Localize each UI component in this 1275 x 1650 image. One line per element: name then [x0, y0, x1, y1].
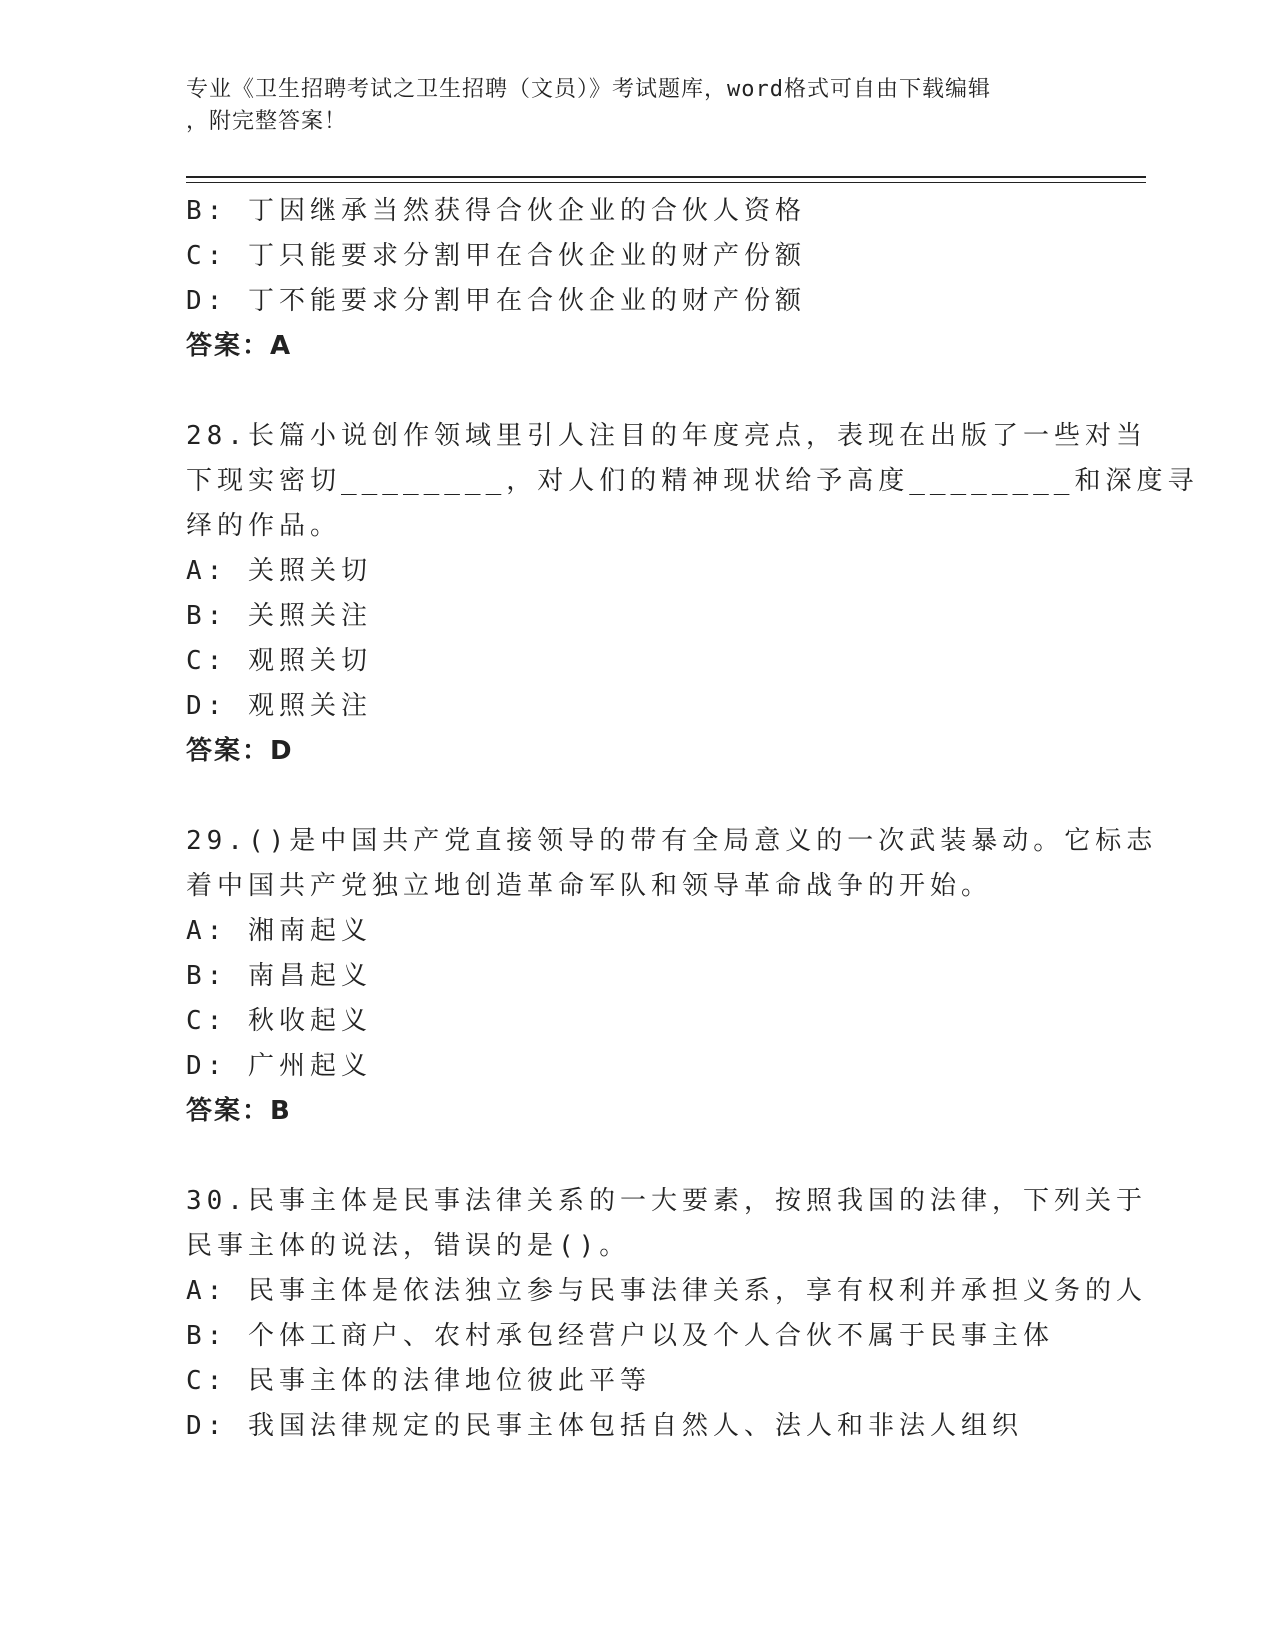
answer: 答案：A: [186, 331, 293, 361]
option-a: A: 湘南起义: [186, 916, 372, 946]
option-c: C: 民事主体的法律地位彼此平等: [186, 1366, 651, 1396]
option-b: B: 南昌起义: [186, 961, 372, 991]
header-line-1: 专业《卫生招聘考试之卫生招聘（文员）》考试题库，word格式可自由下载编辑: [186, 77, 991, 102]
question-text-line: 下现实密切________，对人们的精神现状给予高度________和深度寻: [186, 466, 1199, 496]
question-27: [186, 189, 1086, 369]
question-text-line: 28.长篇小说创作领域里引人注目的年度亮点，表现在出版了一些对当: [186, 421, 1147, 451]
option-c: C: 观照关切: [186, 646, 372, 676]
option-b: B: 关照关注: [186, 601, 372, 631]
question-text-line: 30.民事主体是民事法律关系的一大要素，按照我国的法律，下列关于: [186, 1186, 1147, 1216]
option-d: D: 广州起义: [186, 1051, 372, 1081]
option-a: A: 关照关切: [186, 556, 372, 586]
option-b: B: 丁因继承当然获得合伙企业的合伙人资格: [186, 196, 806, 226]
question-29: [186, 819, 1158, 1134]
question-text-line: 着中国共产党独立地创造革命军队和领导革命战争的开始。: [186, 871, 993, 901]
header-rule-thick: [186, 176, 1146, 178]
header-line-2: ，附完整答案！: [186, 109, 348, 134]
answer: 答案：D: [186, 736, 294, 766]
option-d: D: 丁不能要求分割甲在合伙企业的财产份额: [186, 286, 806, 316]
option-a: A: 民事主体是依法独立参与民事法律关系，享有权利并承担义务的人: [186, 1276, 1147, 1306]
question-text-line: 绎的作品。: [186, 511, 342, 541]
option-d: D: 我国法律规定的民事主体包括自然人、法人和非法人组织: [186, 1411, 1023, 1441]
question-text-line: 民事主体的说法，错误的是()。: [186, 1231, 631, 1261]
answer: 答案：B: [186, 1096, 292, 1126]
page-header: [186, 74, 1066, 138]
question-text-line: 29.()是中国共产党直接领导的带有全局意义的一次武装暴动。它标志: [186, 826, 1158, 856]
header-rule-thin: [186, 182, 1146, 183]
option-d: D: 观照关注: [186, 691, 372, 721]
option-b: B: 个体工商户、农村承包经营户以及个人合伙不属于民事主体: [186, 1321, 1054, 1351]
question-content: [186, 189, 1199, 1449]
option-c: C: 丁只能要求分割甲在合伙企业的财产份额: [186, 241, 806, 271]
option-c: C: 秋收起义: [186, 1006, 372, 1036]
question-28: [186, 414, 1199, 774]
question-30: [186, 1179, 1147, 1449]
